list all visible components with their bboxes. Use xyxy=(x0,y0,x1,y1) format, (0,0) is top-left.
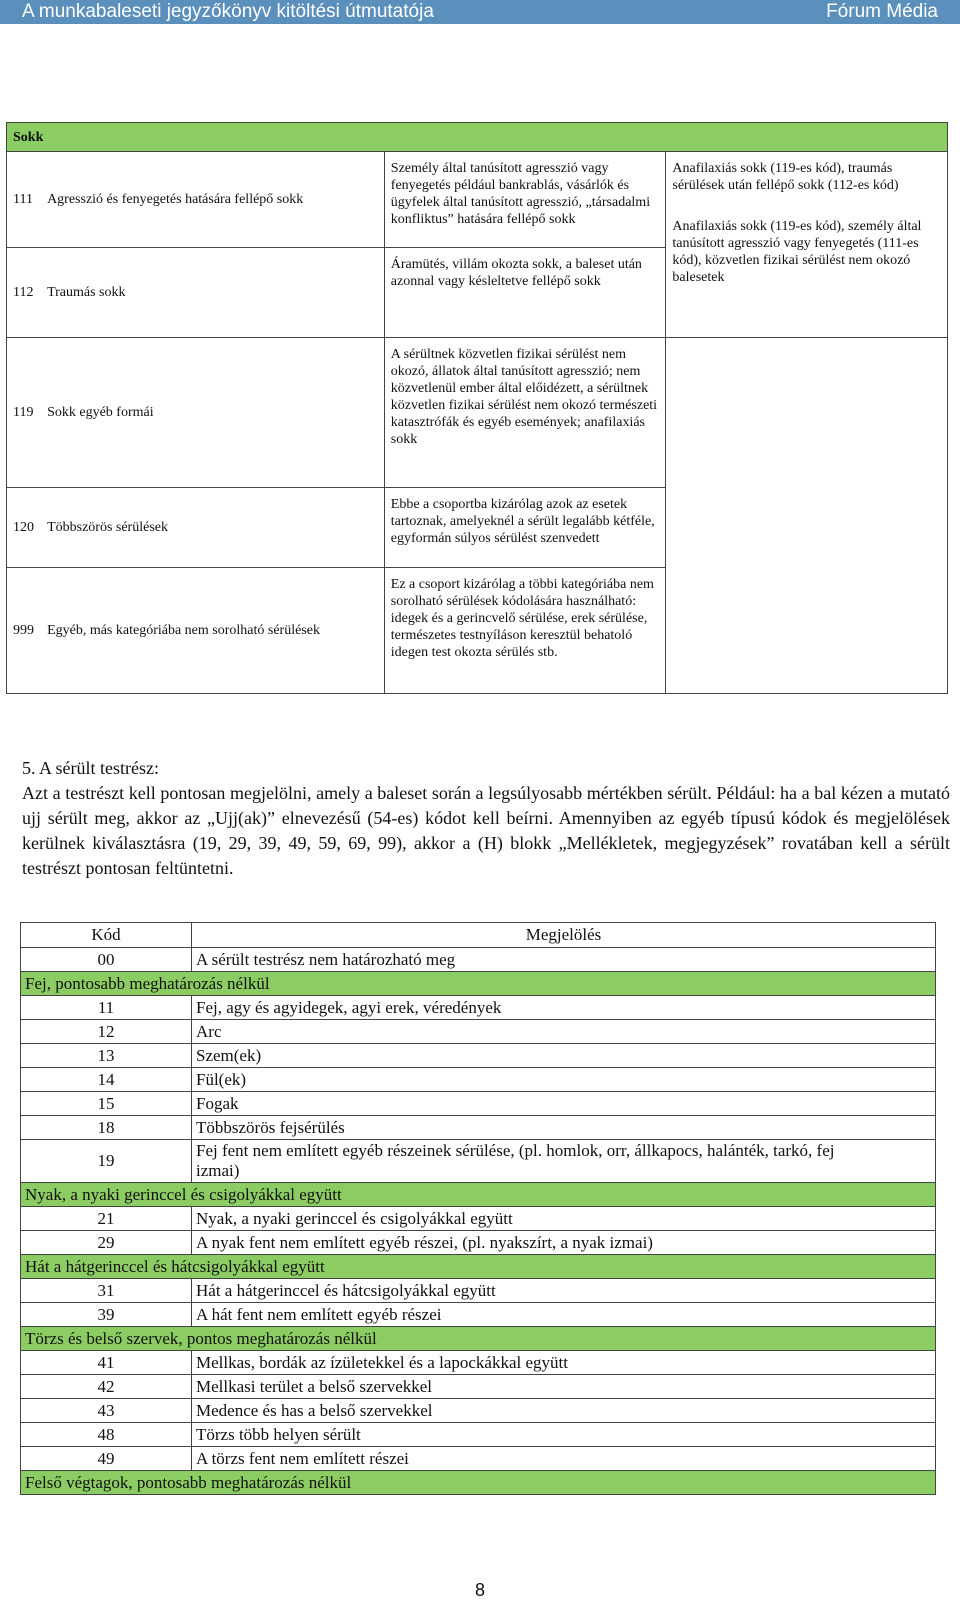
label-cell: Mellkas, bordák az ízületekkel és a lapockákkal együtt xyxy=(192,1351,936,1375)
code-cell: 18 xyxy=(21,1116,192,1140)
label-line: izmai) xyxy=(196,1161,240,1180)
group-row xyxy=(21,1471,936,1495)
table-row xyxy=(7,338,948,488)
row-exclusions-empty xyxy=(666,338,948,694)
table-row xyxy=(21,1447,936,1471)
table-row xyxy=(21,1231,936,1255)
label-cell: Szem(ek) xyxy=(192,1044,936,1068)
section-5-title: 5. A sérült testrész: xyxy=(22,758,159,778)
section-5-body: Azt a testrészt kell pontosan megjelölni, amely a baleset során a legsúlyosabb mértékben sérült. Például: ha a bal kézen a mutató ujj sérült meg, akkor az „Ujj(ak)” elnevezésű (54-es) kódot kell beírni. Amennyiben az egyéb típusú kódok és megjelölések kerülnek kiválasztásra (19, 29, 39, 49, 59, 69, 99), akkor a (H) blokk „Mellékletek, megjegyzések” rovatában kell a sérült testrészt pontosan feltüntetni. xyxy=(22,783,950,878)
column-header-code: Kód xyxy=(21,923,192,948)
row-name: Traumás sokk xyxy=(43,248,384,338)
page-number: 8 xyxy=(474,1580,485,1600)
code-cell: 19 xyxy=(21,1140,192,1183)
group-row xyxy=(21,1327,936,1351)
code-cell: 12 xyxy=(21,1020,192,1044)
table-row xyxy=(21,1140,936,1183)
row-description: Ebbe a csoportba kizárólag azok az esetek tartoznak, amelyeknél a sérült legalább kétféle, egyformán súlyos sérülést szenvedett xyxy=(384,488,666,568)
table-row xyxy=(21,1303,936,1327)
group-label: Felső végtagok, pontosabb meghatározás nélkül xyxy=(21,1471,936,1495)
row-code: 120 xyxy=(7,488,44,568)
table-row xyxy=(21,1375,936,1399)
row-description: Személy által tanúsított agresszió vagy fenyegetés például bankrablás, vásárlók és ügyfelek által tanúsított agresszió, „társadalmi konfliktus” hatására fellépő sokk xyxy=(384,152,666,248)
table-row xyxy=(21,948,936,972)
publisher-name: Fórum Média xyxy=(826,1,938,22)
table-row xyxy=(21,1020,936,1044)
body-part-table xyxy=(20,922,936,1495)
label-cell xyxy=(192,1140,936,1183)
code-cell: 21 xyxy=(21,1207,192,1231)
group-row xyxy=(21,1183,936,1207)
code-cell: 15 xyxy=(21,1092,192,1116)
label-line: Fej fent nem említett egyéb részeinek sérülése, (pl. homlok, orr, állkapocs, halánték, tarkó, fej xyxy=(196,1141,835,1160)
row-code: 999 xyxy=(7,568,44,694)
table-row xyxy=(21,1351,936,1375)
code-cell: 00 xyxy=(21,948,192,972)
label-cell: Mellkasi terület a belső szervekkel xyxy=(192,1375,936,1399)
row-name: Egyéb, más kategóriába nem sorolható sérülések xyxy=(43,568,384,694)
code-cell: 13 xyxy=(21,1044,192,1068)
label-cell: A nyak fent nem említett egyéb részei, (pl. nyakszírt, a nyak izmai) xyxy=(192,1231,936,1255)
label-cell: Fej, agy és agyidegek, agyi erek, véredények xyxy=(192,996,936,1020)
label-cell: Többszörös fejsérülés xyxy=(192,1116,936,1140)
section-label: Sokk xyxy=(7,123,948,152)
shock-table xyxy=(6,122,948,694)
label-cell: A hát fent nem említett egyéb részei xyxy=(192,1303,936,1327)
group-label: Hát a hátgerinccel és hátcsigolyákkal együtt xyxy=(21,1255,936,1279)
label-cell: A törzs fent nem említett részei xyxy=(192,1447,936,1471)
code-cell: 42 xyxy=(21,1375,192,1399)
label-cell: Medence és has a belső szervekkel xyxy=(192,1399,936,1423)
label-cell: Fogak xyxy=(192,1092,936,1116)
row-description: Ez a csoport kizárólag a többi kategóriába nem sorolható sérülések kódolására használható: idegek és a gerincvelő sérülése, erek sérülése, természetes testnyíláson keresztül behatoló idegen test okozta sérülés stb. xyxy=(384,568,666,694)
label-cell: Arc xyxy=(192,1020,936,1044)
table-row xyxy=(21,1279,936,1303)
row-code: 112 xyxy=(7,248,44,338)
label-cell: Fül(ek) xyxy=(192,1068,936,1092)
code-cell: 48 xyxy=(21,1423,192,1447)
group-row xyxy=(21,972,936,996)
table-row xyxy=(21,1044,936,1068)
table-row xyxy=(21,1207,936,1231)
code-cell: 41 xyxy=(21,1351,192,1375)
row-name: Agresszió és fenyegetés hatására fellépő sokk xyxy=(43,152,384,248)
table-row xyxy=(21,1116,936,1140)
group-row xyxy=(21,1255,936,1279)
row-code: 119 xyxy=(7,338,44,488)
row-name: Többszörös sérülések xyxy=(43,488,384,568)
code-cell: 31 xyxy=(21,1279,192,1303)
section-5 xyxy=(22,756,950,881)
table-row xyxy=(21,1068,936,1092)
row-exclusions xyxy=(666,152,948,338)
row-name: Sokk egyéb formái xyxy=(43,338,384,488)
code-cell: 43 xyxy=(21,1399,192,1423)
table-header-row xyxy=(21,923,936,948)
table-row xyxy=(21,996,936,1020)
row-description: A sérültnek közvetlen fizikai sérülést nem okozó, állatok által tanúsított agresszió; nem közvetlenül ember által előidézett, a sérültnek közvetlen fizikai sérülést nem okozó természeti katasztrófák és egyéb események; anafilaxiás sokk xyxy=(384,338,666,488)
code-cell: 11 xyxy=(21,996,192,1020)
row-description: Áramütés, villám okozta sokk, a baleset után azonnal vagy késleltetve fellépő sokk xyxy=(384,248,666,338)
label-cell: A sérült testrész nem határozható meg xyxy=(192,948,936,972)
code-cell: 39 xyxy=(21,1303,192,1327)
group-label: Törzs és belső szervek, pontos meghatározás nélkül xyxy=(21,1327,936,1351)
table-row xyxy=(21,1423,936,1447)
document-title: A munkabaleseti jegyzőkönyv kitöltési útmutatója xyxy=(22,1,434,22)
exclusion-111: Anafilaxiás sokk (119-es kód), traumás sérülések után fellépő sokk (112-es kód) xyxy=(672,161,899,193)
page-header xyxy=(0,0,960,24)
table-section-header xyxy=(7,123,948,152)
group-label: Fej, pontosabb meghatározás nélkül xyxy=(21,972,936,996)
code-cell: 29 xyxy=(21,1231,192,1255)
row-code: 111 xyxy=(7,152,44,248)
label-cell: Törzs több helyen sérült xyxy=(192,1423,936,1447)
label-cell: Hát a hátgerinccel és hátcsigolyákkal együtt xyxy=(192,1279,936,1303)
code-cell: 49 xyxy=(21,1447,192,1471)
exclusion-112: Anafilaxiás sokk (119-es kód), személy által tanúsított agresszió vagy fenyegetés (111-es kód), közvetlen fizikai sérülést nem okozó balesetek xyxy=(672,219,922,285)
column-header-label: Megjelölés xyxy=(192,923,936,948)
table-row xyxy=(7,152,948,248)
group-label: Nyak, a nyaki gerinccel és csigolyákkal együtt xyxy=(21,1183,936,1207)
table-row xyxy=(21,1092,936,1116)
code-cell: 14 xyxy=(21,1068,192,1092)
label-cell: Nyak, a nyaki gerinccel és csigolyákkal együtt xyxy=(192,1207,936,1231)
table-row xyxy=(21,1399,936,1423)
